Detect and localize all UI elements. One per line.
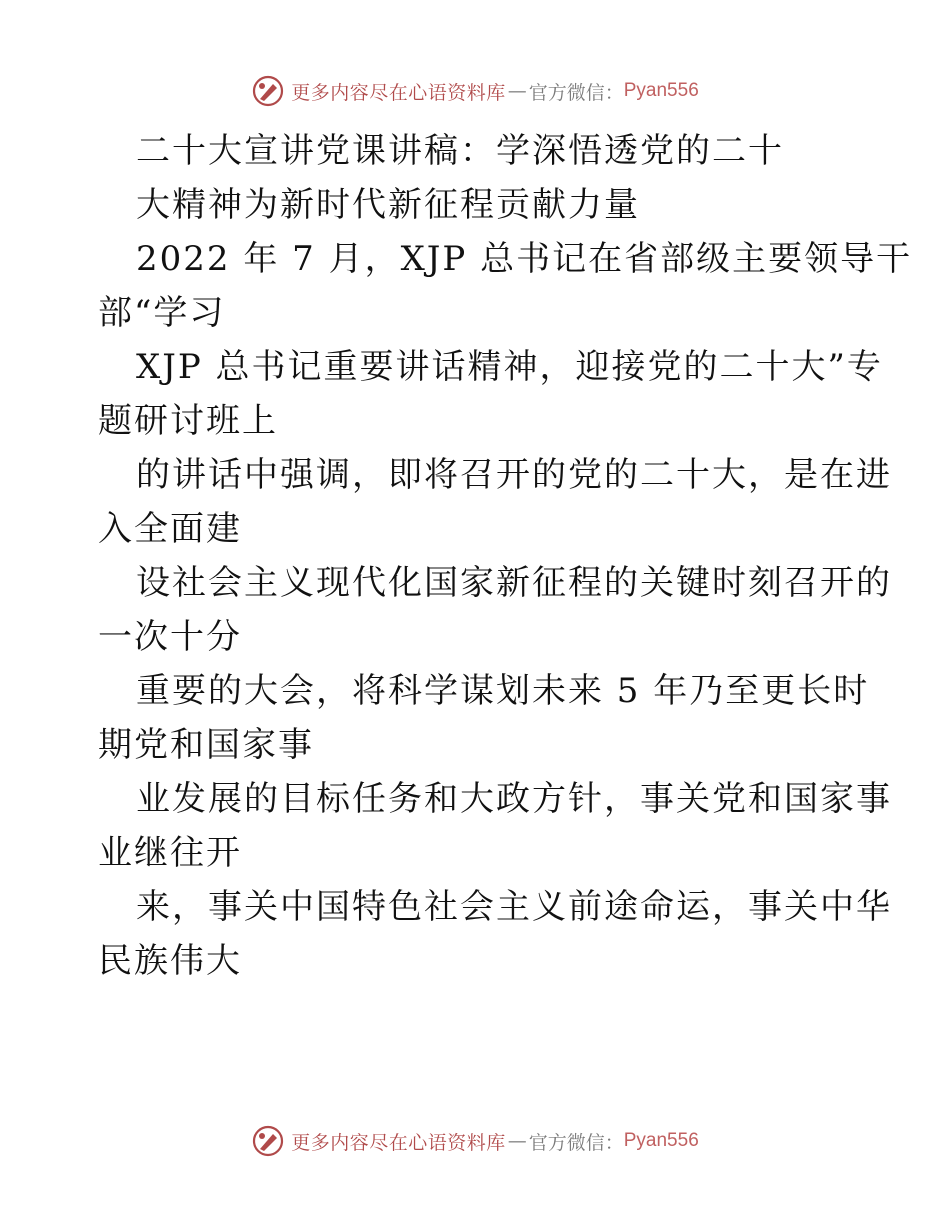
text-line: 重要的大会，将科学谋划未来 5 年乃至更长时 [136,671,870,711]
text-line: 一次十分 [98,617,242,657]
watermark-label: 官方微信： [528,81,624,104]
title-line-2: 大精神为新时代新征程贡献力量 [136,185,640,225]
text-line: 2022 年 7 月，XJP 总书记在省部级主要领导干 [136,239,913,279]
text-line: 入全面建 [98,509,242,549]
pen-logo-icon [251,74,285,108]
header-watermark [0,71,950,111]
text-line: 民族伟大 [98,941,242,981]
pen-logo-icon [251,1124,285,1158]
title-line-1: 二十大宣讲党课讲稿：学深悟透党的二十 [136,131,784,171]
text-line: 业继往开 [98,833,242,873]
text-line: 来，事关中国特色社会主义前途命运，事关中华 [136,887,892,927]
text-line: XJP 总书记重要讲话精神，迎接党的二十大”专 [136,347,883,387]
watermark-dash: — [507,80,527,102]
watermark-site: 更多内容尽在心语资料库 [291,1131,506,1154]
text-line: 设社会主义现代化国家新征程的关键时刻召开的 [136,563,892,603]
watermark-site: 更多内容尽在心语资料库 [291,81,506,104]
text-line: 题研讨班上 [98,401,278,441]
watermark-wechat-id: Pyan556 [623,1130,699,1151]
watermark-label: 官方微信： [528,1131,624,1154]
watermark-dash: — [507,1130,527,1152]
footer-watermark [0,1121,950,1161]
text-line: 部“学习 [98,293,226,333]
text-line: 业发展的目标任务和大政方针，事关党和国家事 [136,779,892,819]
document-body [98,124,913,988]
watermark-wechat-id: Pyan556 [623,80,699,101]
text-line: 期党和国家事 [98,725,314,765]
text-line: 的讲话中强调，即将召开的党的二十大，是在进 [136,455,892,495]
